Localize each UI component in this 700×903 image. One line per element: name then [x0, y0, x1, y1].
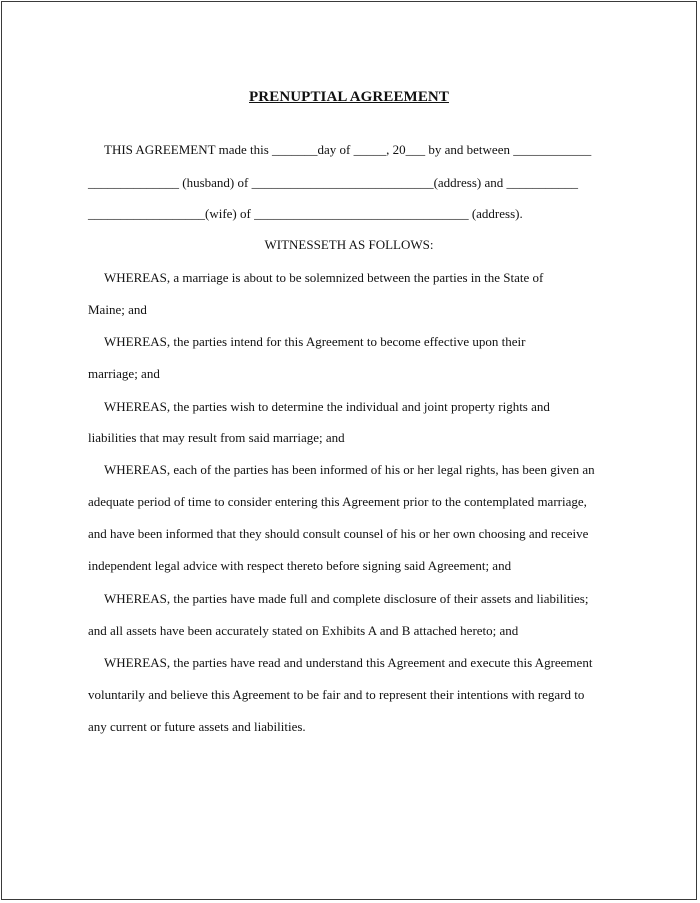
document-title: PRENUPTIAL AGREEMENT: [249, 89, 449, 105]
document-page: [1, 1, 697, 900]
clause-3-line-2: liabilities that may result from said marriage; and: [88, 430, 345, 445]
intro-line-3: __________________(wife) of _________________________________ (address).: [88, 206, 523, 221]
clause-5-line-2: and all assets have been accurately stated on Exhibits A and B attached hereto; and: [88, 623, 519, 638]
clause-4-line-4: independent legal advice with respect thereto before signing said Agreement; and: [88, 558, 512, 573]
clause-4-line-1: WHEREAS, each of the parties has been informed of his or her legal rights, has been given an: [104, 462, 595, 477]
clause-1-line-2: Maine; and: [88, 302, 147, 317]
clause-6-line-1: WHEREAS, the parties have read and understand this Agreement and execute this Agreement: [104, 655, 593, 670]
intro-line-2: ______________ (husband) of ____________________________(address) and ___________: [88, 175, 578, 190]
clause-3-line-1: WHEREAS, the parties wish to determine the individual and joint property rights and: [104, 399, 550, 414]
clause-4-line-2: adequate period of time to consider entering this Agreement prior to the contemplated marriage,: [88, 494, 587, 509]
clause-1-line-1: WHEREAS, a marriage is about to be solemnized between the parties in the State of: [104, 270, 544, 285]
clause-4-line-3: and have been informed that they should consult counsel of his or her own choosing and receive: [88, 526, 589, 541]
clause-5-line-1: WHEREAS, the parties have made full and complete disclosure of their assets and liabilities;: [104, 591, 589, 606]
clause-2-line-2: marriage; and: [88, 366, 160, 381]
clause-2-line-1: WHEREAS, the parties intend for this Agreement to become effective upon their: [104, 334, 526, 349]
clause-6-line-2: voluntarily and believe this Agreement to be fair and to represent their intentions with regard to: [88, 687, 585, 702]
intro-line-1: THIS AGREEMENT made this _______day of _____, 20___ by and between ____________: [104, 142, 592, 157]
witnesseth-heading: WITNESSETH AS FOLLOWS:: [264, 237, 434, 252]
clause-6-line-3: any current or future assets and liabilities.: [88, 719, 306, 734]
